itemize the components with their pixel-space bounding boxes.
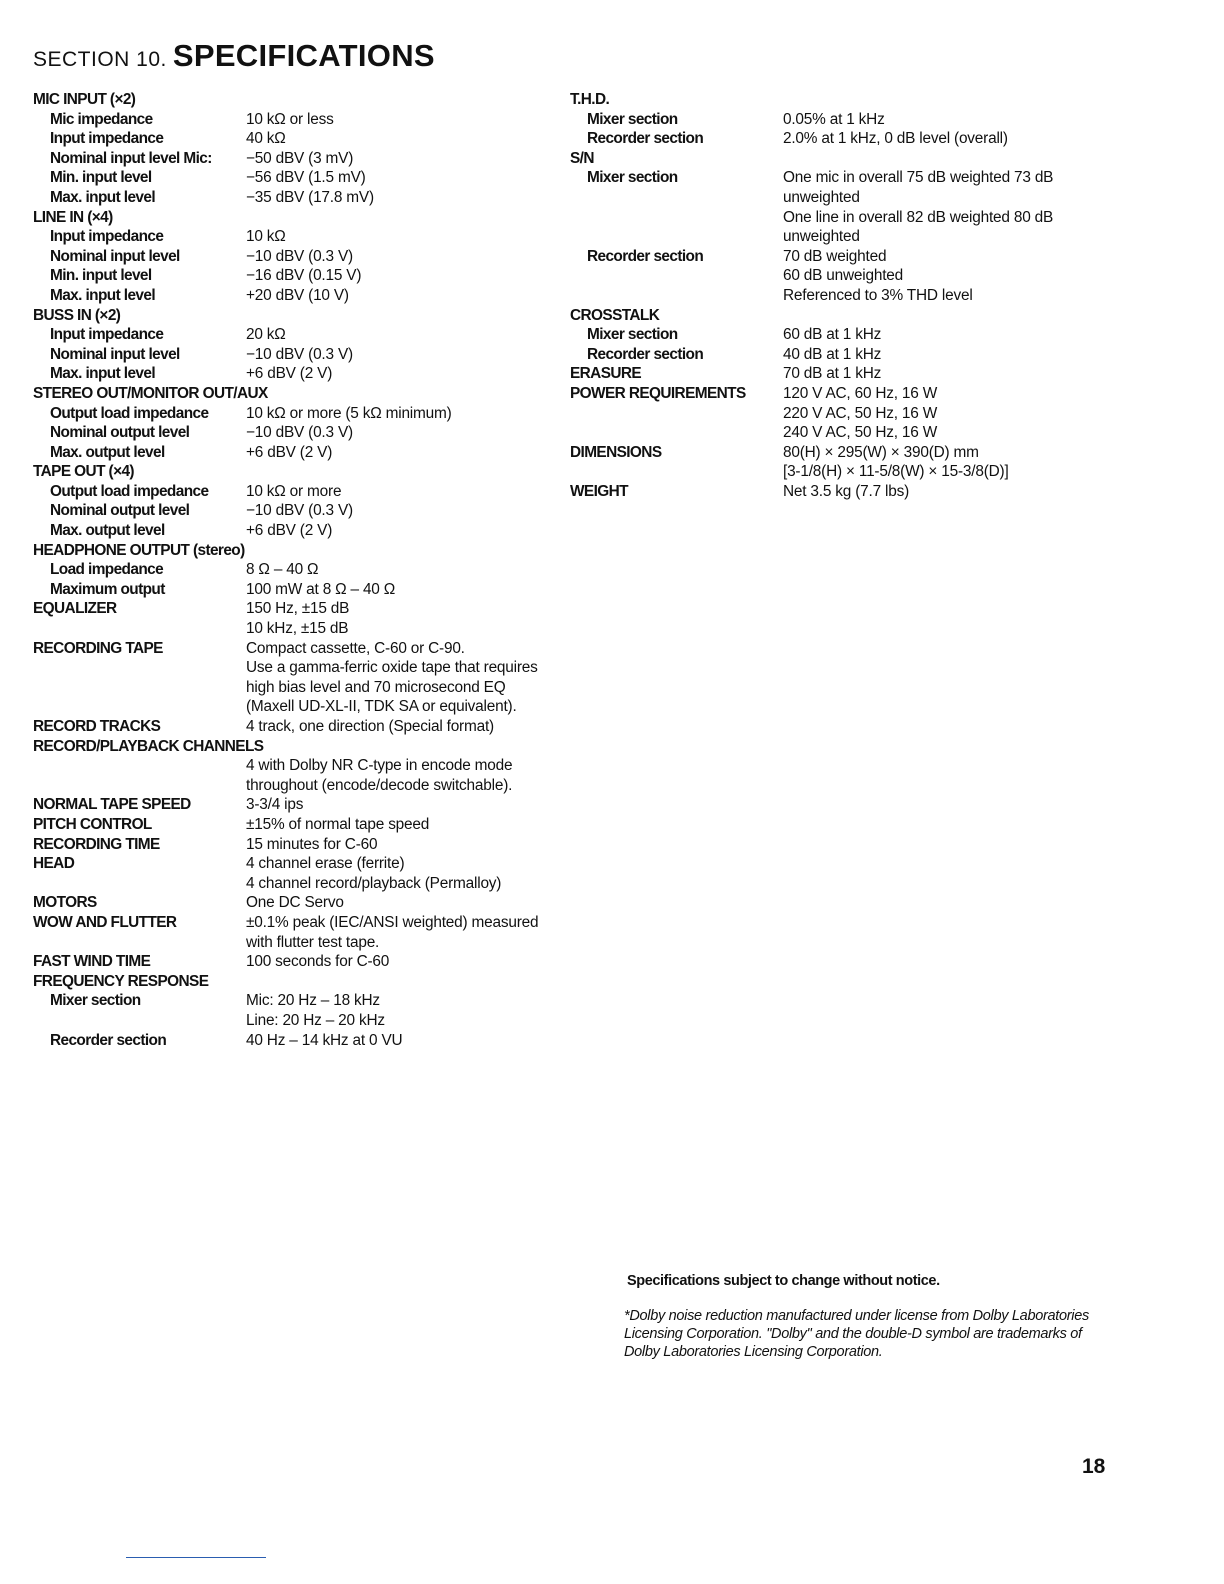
spec-value: throughout (encode/decode switchable). bbox=[246, 776, 513, 794]
spec-row bbox=[570, 325, 1110, 345]
section-heading bbox=[33, 38, 435, 74]
spec-row bbox=[33, 756, 573, 776]
spec-value: 70 dB at 1 kHz bbox=[783, 365, 882, 383]
spec-row bbox=[33, 521, 573, 541]
spec-row bbox=[33, 560, 573, 580]
specs-right-column bbox=[570, 90, 1110, 501]
spec-row bbox=[33, 795, 573, 815]
spec-value: −10 dBV (0.3 V) bbox=[246, 502, 353, 520]
spec-value: 40 Hz – 14 kHz at 0 VU bbox=[246, 1031, 403, 1049]
spec-label: STEREO OUT/MONITOR OUT/AUX bbox=[33, 384, 268, 402]
spec-row bbox=[33, 423, 573, 443]
spec-label: HEAD bbox=[33, 855, 75, 873]
spec-row bbox=[570, 188, 1110, 208]
spec-row bbox=[570, 266, 1110, 286]
spec-row bbox=[33, 188, 573, 208]
spec-row bbox=[33, 952, 573, 972]
spec-value: 150 Hz, ±15 dB bbox=[246, 600, 350, 618]
spec-value: 40 kΩ bbox=[246, 130, 286, 148]
spec-value: 80(H) × 295(W) × 390(D) mm bbox=[783, 443, 979, 461]
spec-value: 3-3/4 ips bbox=[246, 796, 304, 814]
spec-label: Recorder section bbox=[587, 345, 704, 363]
spec-row bbox=[570, 306, 1110, 326]
spec-row bbox=[33, 619, 573, 639]
spec-value: One DC Servo bbox=[246, 894, 344, 912]
spec-label: Maximum output bbox=[50, 580, 165, 598]
spec-row bbox=[570, 149, 1110, 169]
spec-value: 0.05% at 1 kHz bbox=[783, 110, 885, 128]
spec-label: RECORDING TIME bbox=[33, 835, 160, 853]
spec-value: 10 kΩ or more bbox=[246, 482, 342, 500]
spec-row bbox=[570, 286, 1110, 306]
spec-label: Mixer section bbox=[50, 992, 141, 1010]
spec-row bbox=[570, 90, 1110, 110]
spec-label: Max. input level bbox=[50, 188, 156, 206]
spec-label: MOTORS bbox=[33, 894, 97, 912]
spec-row bbox=[33, 737, 573, 757]
spec-label: EQUALIZER bbox=[33, 600, 117, 618]
spec-value: high bias level and 70 microsecond EQ bbox=[246, 678, 506, 696]
spec-label: Max. output level bbox=[50, 522, 165, 540]
spec-row bbox=[33, 227, 573, 247]
spec-value: 8 Ω – 40 Ω bbox=[246, 561, 319, 579]
spec-row bbox=[33, 110, 573, 130]
spec-label: BUSS IN (×2) bbox=[33, 306, 121, 324]
spec-value: 40 dB at 1 kHz bbox=[783, 345, 882, 363]
spec-value: 10 kΩ or less bbox=[246, 110, 334, 128]
spec-row bbox=[33, 208, 573, 228]
spec-label: Nominal input level bbox=[50, 345, 180, 363]
spec-row bbox=[33, 639, 573, 659]
spec-row bbox=[33, 168, 573, 188]
spec-value: unweighted bbox=[783, 188, 860, 206]
spec-row bbox=[33, 482, 573, 502]
spec-value: Mic: 20 Hz – 18 kHz bbox=[246, 992, 380, 1010]
spec-row bbox=[570, 384, 1110, 404]
spec-row bbox=[33, 306, 573, 326]
spec-value: ±15% of normal tape speed bbox=[246, 815, 430, 833]
spec-row bbox=[33, 1031, 573, 1051]
page-title: SPECIFICATIONS bbox=[172, 38, 435, 73]
spec-value: Referenced to 3% THD level bbox=[783, 286, 973, 304]
spec-row bbox=[33, 893, 573, 913]
spec-value: 120 V AC, 60 Hz, 16 W bbox=[783, 384, 938, 402]
spec-value: 4 track, one direction (Special format) bbox=[246, 718, 494, 735]
spec-value: 10 kΩ bbox=[246, 228, 286, 246]
spec-label: Input impedance bbox=[50, 228, 164, 246]
spec-row bbox=[570, 168, 1110, 188]
spec-label: Nominal input level Mic: bbox=[50, 149, 212, 167]
spec-label: POWER REQUIREMENTS bbox=[570, 384, 746, 402]
spec-label: Min. input level bbox=[50, 267, 152, 285]
spec-label: Nominal output level bbox=[50, 502, 190, 520]
spec-value: 20 kΩ bbox=[246, 326, 286, 344]
spec-value: −50 dBV (3 mV) bbox=[246, 149, 354, 167]
spec-label: MIC INPUT (×2) bbox=[33, 91, 136, 108]
spec-value: +6 dBV (2 V) bbox=[246, 522, 333, 540]
spec-value: unweighted bbox=[783, 228, 860, 246]
spec-label: Mixer section bbox=[587, 110, 678, 128]
spec-row bbox=[33, 404, 573, 424]
spec-row bbox=[33, 384, 573, 404]
spec-label: RECORDING TAPE bbox=[33, 639, 163, 657]
spec-value: 70 dB weighted bbox=[783, 247, 887, 265]
specs-left-column bbox=[33, 90, 573, 1050]
spec-label: Max. input level bbox=[50, 365, 156, 383]
spec-value: 15 minutes for C-60 bbox=[246, 835, 378, 853]
spec-row bbox=[33, 599, 573, 619]
spec-label: CROSSTALK bbox=[570, 306, 660, 324]
spec-label: Max. output level bbox=[50, 443, 165, 461]
spec-row bbox=[570, 404, 1110, 424]
spec-row bbox=[33, 678, 573, 698]
spec-row bbox=[570, 129, 1110, 149]
spec-label: Mixer section bbox=[587, 326, 678, 344]
spec-row bbox=[570, 482, 1110, 502]
spec-row bbox=[33, 717, 573, 737]
spec-label: Load impedance bbox=[50, 561, 164, 579]
spec-value: 220 V AC, 50 Hz, 16 W bbox=[783, 404, 938, 422]
spec-value: One mic in overall 75 dB weighted 73 dB bbox=[783, 169, 1054, 187]
spec-value: −10 dBV (0.3 V) bbox=[246, 424, 353, 442]
spec-row bbox=[33, 854, 573, 874]
spec-label: FAST WIND TIME bbox=[33, 953, 151, 971]
spec-label: Recorder section bbox=[50, 1031, 167, 1049]
spec-label: Mixer section bbox=[587, 169, 678, 187]
spec-value: 100 mW at 8 Ω – 40 Ω bbox=[246, 580, 396, 598]
spec-label: Recorder section bbox=[587, 130, 704, 148]
spec-row bbox=[33, 874, 573, 894]
spec-value: −35 dBV (17.8 mV) bbox=[246, 188, 374, 206]
spec-label: RECORD TRACKS bbox=[33, 718, 161, 735]
spec-row bbox=[33, 90, 573, 110]
spec-row bbox=[33, 776, 573, 796]
spec-label: Mic impedance bbox=[50, 110, 153, 128]
spec-value: Net 3.5 kg (7.7 lbs) bbox=[783, 482, 910, 500]
spec-label: T.H.D. bbox=[570, 91, 610, 108]
spec-value: (Maxell UD-XL-II, TDK SA or equivalent). bbox=[246, 698, 517, 716]
spec-row bbox=[33, 658, 573, 678]
spec-value: 240 V AC, 50 Hz, 16 W bbox=[783, 424, 938, 442]
spec-value: Compact cassette, C-60 or C-90. bbox=[246, 639, 465, 657]
spec-value: with flutter test tape. bbox=[246, 933, 380, 951]
spec-row bbox=[570, 462, 1110, 482]
spec-row bbox=[33, 286, 573, 306]
spec-label: LINE IN (×4) bbox=[33, 208, 113, 226]
spec-label: TAPE OUT (×4) bbox=[33, 463, 134, 481]
spec-label: DIMENSIONS bbox=[570, 443, 662, 461]
spec-value: 4 with Dolby NR C-type in encode mode bbox=[246, 757, 513, 775]
spec-row bbox=[33, 815, 573, 835]
spec-value: 4 channel erase (ferrite) bbox=[246, 855, 405, 873]
spec-row bbox=[33, 443, 573, 463]
spec-value: −10 dBV (0.3 V) bbox=[246, 345, 353, 363]
spec-row bbox=[33, 991, 573, 1011]
spec-value: 10 kHz, ±15 dB bbox=[246, 620, 349, 638]
spec-label: Max. input level bbox=[50, 286, 156, 304]
spec-label: Recorder section bbox=[587, 247, 704, 265]
footer-rule bbox=[126, 1557, 266, 1558]
spec-value: 60 dB at 1 kHz bbox=[783, 326, 882, 344]
spec-row bbox=[33, 149, 573, 169]
page-number: 18 bbox=[1082, 1455, 1106, 1478]
spec-value: +6 dBV (2 V) bbox=[246, 443, 333, 461]
spec-value: 4 channel record/playback (Permalloy) bbox=[246, 874, 502, 892]
spec-label: FREQUENCY RESPONSE bbox=[33, 972, 209, 990]
spec-label: WOW AND FLUTTER bbox=[33, 913, 177, 931]
spec-row bbox=[570, 423, 1110, 443]
spec-value: −56 dBV (1.5 mV) bbox=[246, 169, 366, 187]
spec-value: 100 seconds for C-60 bbox=[246, 953, 390, 971]
spec-label: PITCH CONTROL bbox=[33, 815, 152, 833]
spec-label: S/N bbox=[570, 149, 594, 167]
spec-row bbox=[33, 580, 573, 600]
spec-row bbox=[33, 697, 573, 717]
spec-value: +20 dBV (10 V) bbox=[246, 286, 349, 304]
spec-row bbox=[570, 227, 1110, 247]
spec-row bbox=[33, 364, 573, 384]
spec-value: Use a gamma-ferric oxide tape that requires bbox=[246, 659, 538, 677]
spec-row bbox=[570, 364, 1110, 384]
spec-label: Nominal output level bbox=[50, 424, 190, 442]
spec-row bbox=[33, 325, 573, 345]
spec-row bbox=[33, 345, 573, 365]
spec-label: Input impedance bbox=[50, 130, 164, 148]
spec-row bbox=[33, 972, 573, 992]
spec-row bbox=[33, 129, 573, 149]
spec-row bbox=[570, 208, 1110, 228]
spec-value: 10 kΩ or more (5 kΩ minimum) bbox=[246, 404, 452, 422]
spec-label: Input impedance bbox=[50, 326, 164, 344]
spec-row bbox=[33, 541, 573, 561]
spec-label: WEIGHT bbox=[570, 482, 628, 500]
spec-label: NORMAL TAPE SPEED bbox=[33, 796, 191, 814]
spec-label: Nominal input level bbox=[50, 247, 180, 265]
spec-value: 60 dB unweighted bbox=[783, 267, 904, 285]
spec-label: Output load impedance bbox=[50, 482, 209, 500]
spec-row bbox=[33, 835, 573, 855]
spec-value: −16 dBV (0.15 V) bbox=[246, 267, 362, 285]
spec-row bbox=[570, 345, 1110, 365]
spec-row bbox=[570, 443, 1110, 463]
spec-label: RECORD/PLAYBACK CHANNELS bbox=[33, 737, 264, 755]
spec-value: [3-1/8(H) × 11-5/8(W) × 15-3/8(D)] bbox=[783, 463, 1009, 481]
spec-row bbox=[33, 933, 573, 953]
spec-row bbox=[33, 913, 573, 933]
spec-value: One line in overall 82 dB weighted 80 dB bbox=[783, 208, 1054, 226]
spec-row bbox=[570, 247, 1110, 267]
spec-value: Line: 20 Hz – 20 kHz bbox=[246, 1011, 385, 1029]
spec-value: −10 dBV (0.3 V) bbox=[246, 247, 353, 265]
change-notice: Specifications subject to change without notice. bbox=[627, 1273, 940, 1289]
spec-value: 2.0% at 1 kHz, 0 dB level (overall) bbox=[783, 130, 1008, 148]
spec-row bbox=[33, 501, 573, 521]
spec-label: ERASURE bbox=[570, 365, 642, 383]
spec-label: Output load impedance bbox=[50, 404, 209, 422]
section-number: SECTION 10. bbox=[33, 48, 167, 71]
spec-value: ±0.1% peak (IEC/ANSI weighted) measured bbox=[246, 913, 539, 931]
dolby-footnote: *Dolby noise reduction manufactured under license from Dolby Laboratories Licensing Corporation. "Dolby" and the double-D symbol are trademarks of Dolby Laboratories Licensing Corporation. bbox=[624, 1308, 1089, 1360]
spec-row bbox=[33, 462, 573, 482]
spec-row bbox=[33, 1011, 573, 1031]
spec-row bbox=[33, 247, 573, 267]
spec-label: Min. input level bbox=[50, 169, 152, 187]
spec-row bbox=[33, 266, 573, 286]
spec-row bbox=[570, 110, 1110, 130]
spec-value: +6 dBV (2 V) bbox=[246, 365, 333, 383]
spec-label: HEADPHONE OUTPUT (stereo) bbox=[33, 541, 245, 559]
